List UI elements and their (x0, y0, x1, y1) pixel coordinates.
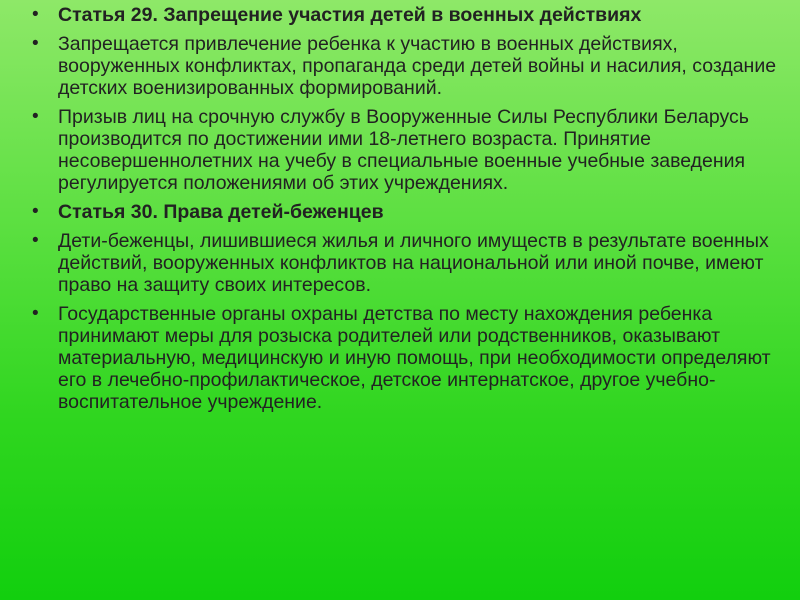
article-29-paragraph-1 (30, 33, 782, 99)
bullet-list (30, 4, 782, 413)
article-29-paragraph-2 (30, 106, 782, 194)
bullet-icon: • (32, 4, 39, 25)
bullet-text: Дети-беженцы, лишившиеся жилья и личного имуществ в результате военных действий, вооруженных конфликтов на национальной или иной почве, имеют право на защиту своих интересов. (58, 230, 769, 296)
article-30-paragraph-1 (30, 230, 782, 296)
article-29-heading (30, 4, 782, 26)
bullet-text: Запрещается привлечение ребенка к участию в военных действиях, вооруженных конфликтах, пропаганда среди детей войны и насилия, создание детских военизированных формирований. (58, 33, 777, 99)
bullet-icon: • (32, 106, 39, 127)
slide-content (30, 4, 782, 420)
bullet-text: Статья 30. Права детей-беженцев (58, 201, 384, 223)
bullet-text: Призыв лиц на срочную службу в Вооруженные Силы Республики Беларусь производится по достижении ими 18-летнего возраста. Принятие несовершеннолетних на учебу в специальные военные учебные заведения регулируется положениями об этих учреждениях. (58, 106, 749, 194)
article-30-heading (30, 201, 782, 223)
bullet-text: Статья 29. Запрещение участия детей в военных действиях (58, 4, 642, 26)
bullet-icon: • (32, 201, 39, 222)
bullet-icon: • (32, 303, 39, 324)
bullet-icon: • (32, 33, 39, 54)
bullet-icon: • (32, 230, 39, 251)
bullet-text: Государственные органы охраны детства по месту нахождения ребенка принимают меры для розыска родителей или родственников, оказывают материальную, медицинскую и иную помощь, при необходимости определяют его в лечебно-профилактическое, детское интернатское, другое учебно-воспитательное учреждение. (58, 303, 771, 413)
article-30-paragraph-2 (30, 303, 782, 413)
